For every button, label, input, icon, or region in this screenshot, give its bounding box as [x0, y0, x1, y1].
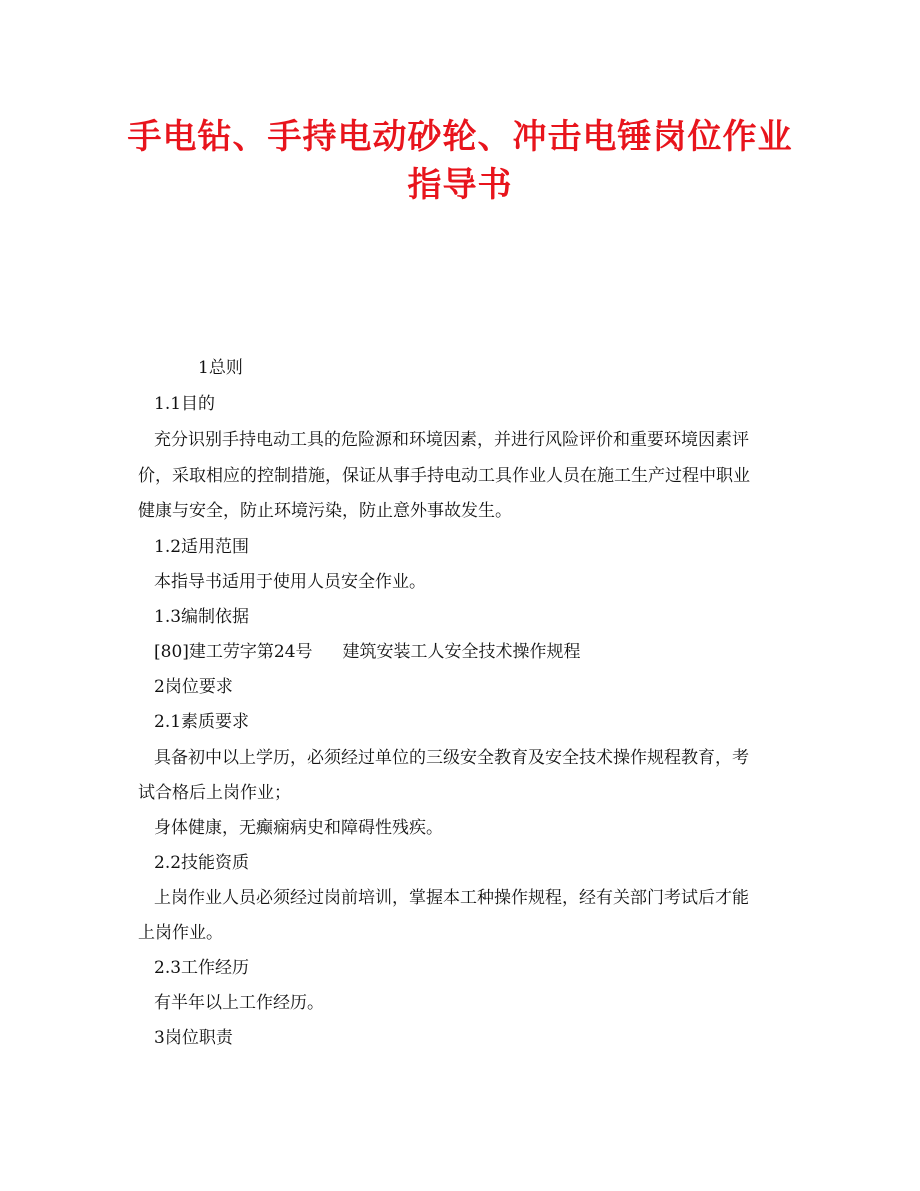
reference-name: 建筑安装工人安全技术操作规程 — [342, 642, 581, 662]
paragraph-line: 上岗作业人员必须经过岗前培训，掌握本工种操作规程，经有关部门考试后才能 — [154, 888, 749, 908]
paragraph-line: 有半年以上工作经历。 — [154, 993, 324, 1013]
subsection-heading-1-1: 1.1目的 — [154, 394, 216, 414]
subsection-heading-1-2: 1.2适用范围 — [154, 537, 250, 557]
section-heading-3: 3岗位职责 — [154, 1028, 233, 1048]
paragraph-line: 价，采取相应的控制措施，保证从事手持电动工具作业人员在施工生产过程中职业 — [138, 466, 750, 486]
paragraph-line: 试合格后上岗作业； — [138, 783, 291, 803]
document-title-line-2: 指导书 — [407, 165, 513, 205]
paragraph-line: 充分识别手持电动工具的危险源和环境因素，并进行风险评价和重要环境因素评 — [154, 430, 749, 450]
subsection-heading-1-3: 1.3编制依据 — [154, 607, 250, 627]
section-heading-2: 2岗位要求 — [154, 677, 233, 697]
subsection-heading-2-2: 2.2技能资质 — [154, 853, 250, 873]
paragraph-line: 具备初中以上学历，必须经过单位的三级安全教育及安全技术操作规程教育，考 — [154, 748, 749, 768]
subsection-heading-2-1: 2.1素质要求 — [154, 712, 250, 732]
reference-line — [154, 640, 581, 664]
reference-code: [80]建工劳字第24号 — [154, 642, 313, 662]
section-heading-1: 1总则 — [198, 358, 243, 378]
paragraph-line: 身体健康，无癫痫病史和障碍性残疾。 — [154, 818, 443, 838]
document-title-line-1: 手电钻、手持电动砂轮、冲击电锤岗位作业 — [127, 117, 793, 157]
paragraph-line: 健康与安全，防止环境污染，防止意外事故发生。 — [138, 501, 512, 521]
paragraph-line: 上岗作业。 — [138, 923, 223, 943]
subsection-heading-2-3: 2.3工作经历 — [154, 958, 250, 978]
paragraph-line: 本指导书适用于使用人员安全作业。 — [154, 572, 426, 592]
